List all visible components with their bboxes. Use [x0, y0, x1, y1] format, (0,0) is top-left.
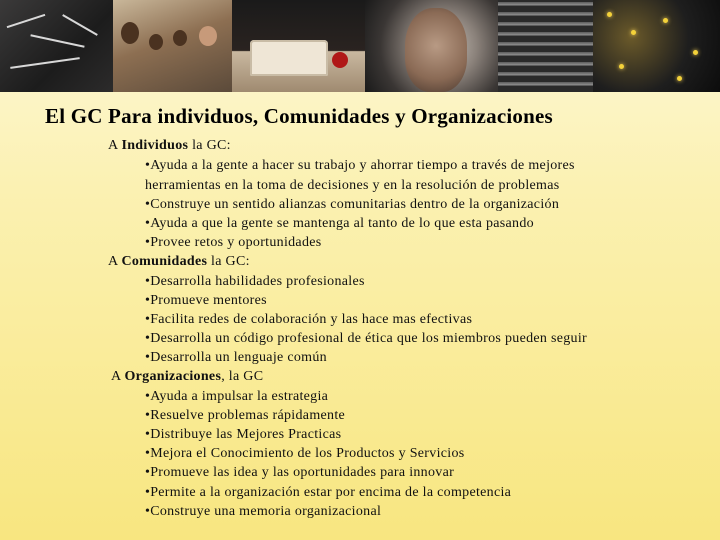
list-item: •Resuelve problemas rápidamente — [145, 408, 346, 423]
page-title: El GC Para individuos, Comunidades y Organizaciones — [45, 104, 553, 128]
list-item: •Desarrolla habilidades profesionales — [145, 274, 365, 289]
meeting-photo-icon — [0, 0, 113, 92]
list-item: •Ayuda a impulsar la estrategia — [145, 389, 329, 404]
list-item: •Ayuda a la gente a hacer su trabajo y ahorrar tiempo a través de mejores — [145, 158, 575, 173]
list-item: •Ayuda a que la gente se mantenga al tanto de lo que esta pasando — [145, 216, 534, 231]
thinking-man-photo-icon — [365, 0, 498, 92]
lights-photo-icon — [593, 0, 720, 92]
list-item: •Promueve mentores — [145, 293, 267, 308]
server-rack-photo-icon — [498, 0, 593, 92]
list-item: •Provee retos y oportunidades — [145, 235, 322, 250]
list-item: •Desarrolla un lenguaje común — [145, 350, 327, 365]
list-item: •Distribuye las Mejores Practicas — [145, 427, 342, 442]
section-heading-comunidades: A Comunidades la GC: — [108, 254, 250, 269]
list-item: herramientas en la toma de decisiones y en la resolución de problemas — [145, 178, 560, 193]
classroom-photo-icon — [113, 0, 232, 92]
list-item: •Facilita redes de colaboración y las hace mas efectivas — [145, 312, 473, 327]
header-photo-banner — [0, 0, 720, 92]
list-item: •Construye un sentido alianzas comunitarias dentro de la organización — [145, 197, 560, 212]
section-heading-individuos: A Individuos la GC: — [108, 138, 231, 153]
section-heading-organizaciones: A Organizaciones, la GC — [111, 369, 264, 384]
list-item: •Permite a la organización estar por encima de la competencia — [145, 485, 512, 500]
list-item: •Construye una memoria organizacional — [145, 504, 382, 519]
list-item: •Desarrolla un código profesional de ética que los miembros pueden seguir — [145, 331, 588, 346]
list-item: •Promueve las idea y las oportunidades para innovar — [145, 465, 455, 480]
list-item: •Mejora el Conocimiento de los Productos y Servicios — [145, 446, 465, 461]
book-photo-icon — [232, 0, 365, 92]
